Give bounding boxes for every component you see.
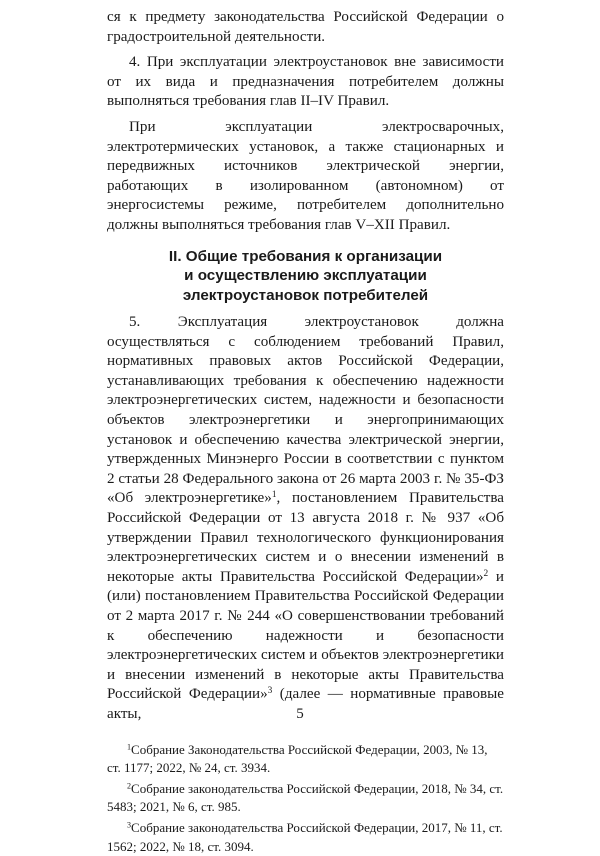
- footnote-2-mark: 2: [127, 781, 132, 791]
- footnote-ref-1: 1: [271, 490, 277, 501]
- clause-4-paragraph: 4. При эксплуатации электроустановок вне зависимости от их вида и предназначения потребителем должны выполняться требования глав II–IV Правил.: [107, 54, 504, 110]
- section-heading-line-1: II. Общие требования к организации: [168, 247, 443, 265]
- footnote-1: [107, 741, 504, 777]
- page-number: 5: [296, 706, 304, 722]
- footnote-ref-3: 3: [267, 686, 273, 697]
- footnote-3: [107, 819, 504, 855]
- footnote-1-text: Собрание Законодательства Российской Федерации, 2003, № 13, ст. 1177; 2022, № 24, ст. 3934.: [107, 741, 488, 775]
- continued-paragraph: ся к предмету законодательства Российской Федерации о градостроительной деятельности.: [107, 9, 504, 45]
- footnote-1-mark: 1: [127, 742, 132, 752]
- section-heading: [107, 247, 504, 306]
- footnote-ref-2: 2: [483, 568, 489, 579]
- footnote-3-mark: 3: [127, 820, 132, 830]
- clause-5-paragraph: [107, 313, 504, 724]
- footnote-3-text: Собрание законодательства Российской Федерации, 2017, № 11, ст. 1562; 2022, № 18, ст. 3094.: [107, 820, 503, 854]
- clause-4-continuation-paragraph: При эксплуатации электросварочных, электротермических установок, а также стационарных и передвижных источников электрической энергии, работающих в изолированном (автономном) от энергосистемы режиме, потребителем дополнительно должны выполняться требования глав V–XII Правил.: [107, 118, 504, 233]
- footnote-2: [107, 780, 504, 816]
- clause-5-text-part-4: (далее — нормативные правовые акты,: [107, 686, 504, 722]
- clause-5-text-part-3: и (или) постановлением Правительства Российской Федерации от 2 марта 2017 г. № 244 «О совершенствовании требований к обеспечению надежности и безопасности электроэнергетических систем и объектов электроэнергетики и внесении изменений в некоторые акты Правительства Российской Федерации»: [107, 568, 504, 703]
- clause-5-text-part-1: 5. Эксплуатация электроустановок должна осуществляться с соблюдением требований Правил, нормативных правовых актов Российской Федерации, устанавливающих требования к обеспечению надежности электроэнергетических систем, надежности и безопасности объектов электроэнергетики и энергопринимающих установок и обеспечению качества электрической энергии, утвержденных Минэнерго России в соответствии с пунктом 2 статьи 28 Федерального закона от 26 марта 2003 г. № 35-ФЗ «Об электроэнергетике»: [107, 314, 504, 507]
- footnote-2-text: Собрание законодательства Российской Федерации, 2018, № 34, ст. 5483; 2021, № 6, ст. 985.: [107, 780, 504, 815]
- footnotes-block: [107, 741, 504, 856]
- section-heading-line-2: и осуществлению эксплуатации: [184, 267, 427, 285]
- section-heading-line-3: электроустановок потребителей: [182, 286, 429, 304]
- clause-5-text-part-2: , постановлением Правительства Российской Федерации от 13 августа 2018 г. № 937 «Об утверждении Правил технологического функционирования электроэнергетических систем и о внесении изменений в некоторые акты Правительства Российской Федерации»: [107, 490, 504, 585]
